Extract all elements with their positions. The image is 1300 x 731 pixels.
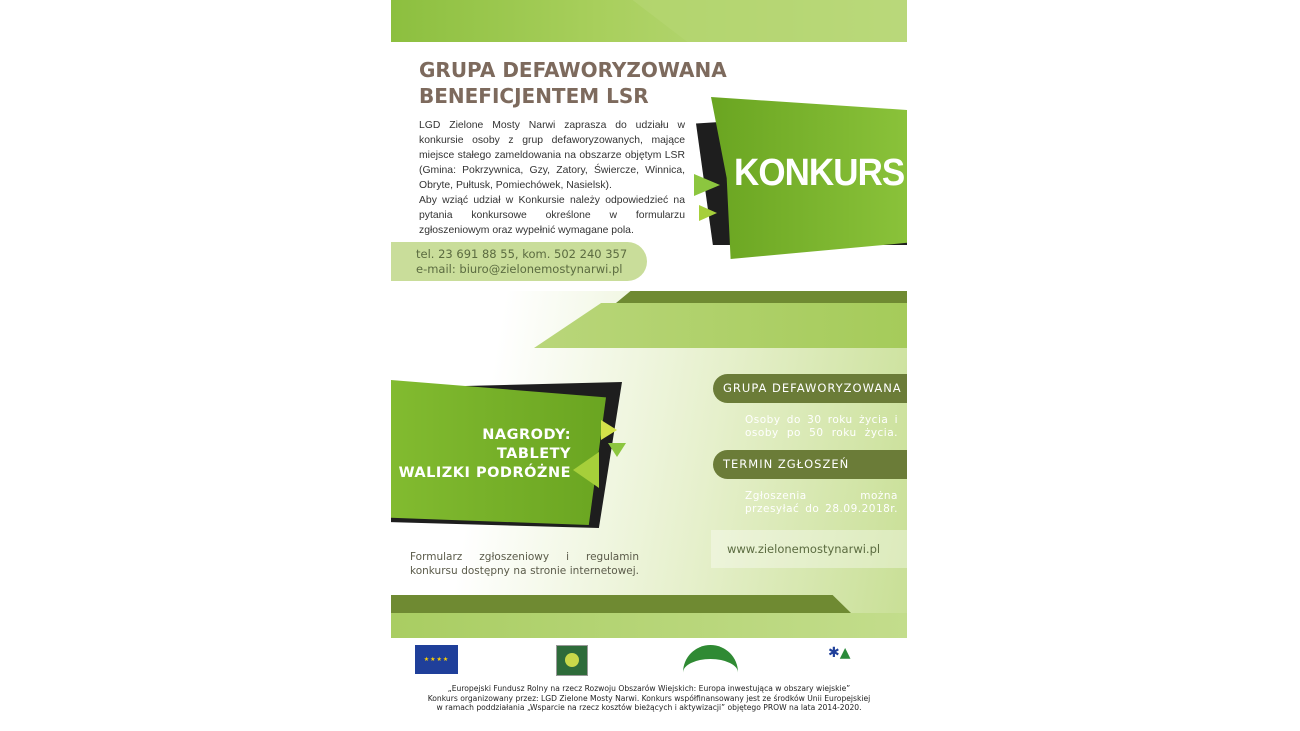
zielone-mosty-narwi-logo (683, 645, 738, 673)
footer-line: Konkurs organizowany przez: LGD Zielone Mosty Narwi. Konkurs współfinansowany jest ze środków Unii Europejskiej (427, 693, 871, 703)
triangle-icon (601, 420, 617, 440)
eu-flag-logo: ★★★★ (415, 645, 458, 674)
triangle-icon (694, 174, 720, 196)
bottom-band-light (391, 613, 907, 638)
triangle-icon (608, 443, 626, 457)
intro-text (419, 118, 685, 238)
intro-paragraph-2: Aby wziąć udział w Konkursie należy odpowiedzieć na pytania konkursowe określone w formularzu zgłoszeniowym oraz wypełnić wymagane pola. (419, 195, 685, 236)
mid-band (616, 291, 907, 303)
website-link[interactable]: www.zielonemostynarwi.pl (711, 530, 907, 568)
triangle-icon (699, 205, 717, 221)
prizes-text (391, 426, 571, 483)
footer-line: „Europejski Fundusz Rolny na rzecz Rozwoju Obszarów Wiejskich: Europa inwestująca w obszary wiejskie” (447, 684, 851, 693)
konkurs-heading: KONKURS (734, 152, 905, 194)
bottom-band (391, 595, 851, 613)
prow-logo: ✱▲ (828, 645, 851, 661)
poster (391, 0, 907, 731)
title-line: BENEFICJENTEM LSR (419, 84, 649, 108)
prize-item: WALIZKI PODRÓŻNE (398, 465, 571, 481)
prize-item: TABLETY (496, 446, 571, 462)
prizes-heading: NAGRODY: (482, 427, 571, 443)
footer-line: w ramach poddziałania „Wsparcie na rzecz kosztów bieżących i aktywizacji” objętego PROW na lata 2014-2020. (436, 703, 862, 712)
group-text: Osoby do 30 roku życia i osoby po 50 roku życia. (745, 414, 898, 439)
poster-title (419, 57, 727, 109)
deadline-text: Zgłoszenia można przesyłać do 28.09.2018r. (745, 490, 898, 515)
group-label: GRUPA DEFAWORYZOWANA (713, 374, 907, 403)
footer (391, 684, 907, 713)
deadline-label: TERMIN ZGŁOSZEŃ (713, 450, 907, 479)
triangle-icon (573, 452, 599, 488)
intro-paragraph: LGD Zielone Mosty Narwi zaprasza do udziału w konkursie osoby z grup defaworyzowanych, mające miejsce stałego zameldowania na obszarze objętym LSR (Gmina: Pokrzywnica, Gzy, Zatory, Świercze, Winnica, Obryte, Pułtusk, Pomiechówek, Nasielsk). (419, 120, 685, 191)
email: e-mail: biuro@zielonemostynarwi.pl (416, 262, 623, 276)
contact-box (391, 242, 647, 281)
title-line: GRUPA DEFAWORYZOWANA (419, 58, 727, 82)
leader-logo (556, 645, 588, 676)
phone: tel. 23 691 88 55, kom. 502 240 357 (416, 247, 628, 261)
form-note: Formularz zgłoszeniowy i regulamin konkursu dostępny na stronie internetowej. (410, 551, 639, 577)
